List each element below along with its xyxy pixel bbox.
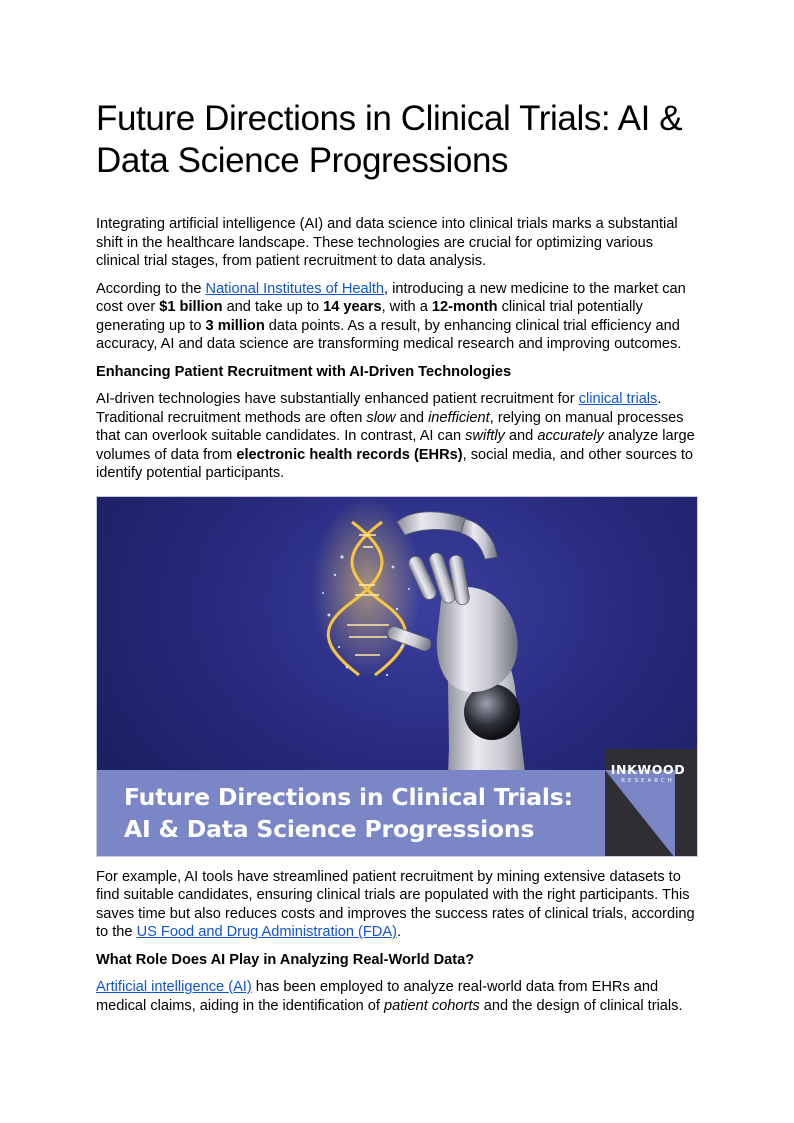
rec-bold-ehr: electronic health records (EHRs) — [236, 446, 463, 463]
banner-title-line-2: AI & Data Science Progressions — [124, 814, 535, 843]
heading-role: What Role Does AI Play in Analyzing Real-World Data? — [96, 951, 475, 968]
claims-text-1: has been employed to analyze real-world data from EHRs and medical claims, aiding in the identification of — [96, 979, 659, 1014]
nih-text-6: data points. As a result, by enhancing clinical trial efficiency and accuracy, AI and data science are transforming medical research and improving outcomes. — [96, 317, 682, 352]
banner-title-line-1: Future Directions in Clinical Trials: — [124, 782, 573, 811]
nih-bold-month: 12-month — [431, 299, 498, 315]
rec-text-3: and — [395, 409, 429, 426]
document-page — [96, 0, 700, 1015]
rec-italic-accurately: accurately — [537, 428, 604, 444]
ex-text-2: . — [396, 924, 401, 940]
banner-image — [96, 496, 698, 857]
intro-paragraph: Integrating artificial intelligence (AI) and data science into clinical trials marks a substantial shift in the healthcare landscape. These technologies are crucial for optimizing various clinical trial stages, from patient recruitment to data analysis. — [96, 216, 678, 269]
claims-italic-cohorts: patient cohorts — [383, 997, 480, 1014]
nih-bold-points: 3 million — [205, 317, 265, 334]
rec-text-7: , social media, and other sources to identify potential participants. — [96, 446, 693, 481]
rec-text-5: and — [504, 428, 538, 444]
brand-name: INKWOOD — [610, 761, 686, 777]
nih-link[interactable]: National Institutes of Health — [205, 280, 384, 297]
banner-title — [124, 781, 644, 845]
nih-text-3: and take up to — [222, 299, 324, 315]
rec-text-1: AI-driven technologies have substantially enhanced patient recruitment for — [96, 391, 579, 407]
robot-wrist-joint — [464, 684, 520, 740]
page-title: Future Directions in Clinical Trials: AI & Data Science Progressions — [96, 99, 683, 180]
brand-sub: RESEARCH — [621, 777, 675, 784]
ex-text-1: For example, AI tools have streamlined patient recruitment by mining extensive datasets to find suitable candidates, ensuring clinical trials are populated with the right participants. This saves time but also reduces costs and improves the success rates of clinical trials, according to the — [96, 868, 695, 940]
nih-text-2: , introducing a new medicine to the market can cost over — [96, 280, 686, 315]
rec-text-2: . Traditional recruitment methods are often — [96, 391, 662, 426]
nih-paragraph — [96, 280, 700, 354]
example-paragraph — [96, 868, 700, 942]
fda-link[interactable]: US Food and Drug Administration (FDA) — [136, 924, 397, 940]
nih-text-4: , with a — [381, 299, 432, 315]
nih-text-5: clinical trial potentially generating up to — [96, 299, 643, 334]
rec-italic-slow: slow — [366, 409, 396, 426]
rec-italic-swiftly: swiftly — [465, 428, 505, 444]
rec-text-4: , relying on manual processes that can overlook suitable candidates. In contrast, AI can — [96, 409, 684, 444]
nih-bold-cost: $1 billion — [159, 299, 223, 315]
nih-text-1: According to the — [96, 280, 206, 297]
nih-bold-years: 14 years — [323, 299, 382, 315]
heading-recruitment: Enhancing Patient Recruitment with AI-Driven Technologies — [96, 363, 512, 380]
rec-text-6: analyze large volumes of data from — [96, 428, 695, 463]
rec-italic-inefficient: inefficient — [428, 409, 490, 426]
clinical-trials-link[interactable]: clinical trials — [578, 391, 658, 407]
ai-link[interactable]: Artificial intelligence (AI) — [96, 979, 252, 995]
claims-text-2: and the design of clinical trials. — [479, 997, 683, 1014]
claims-paragraph — [96, 978, 700, 1015]
recruitment-paragraph — [96, 390, 700, 483]
